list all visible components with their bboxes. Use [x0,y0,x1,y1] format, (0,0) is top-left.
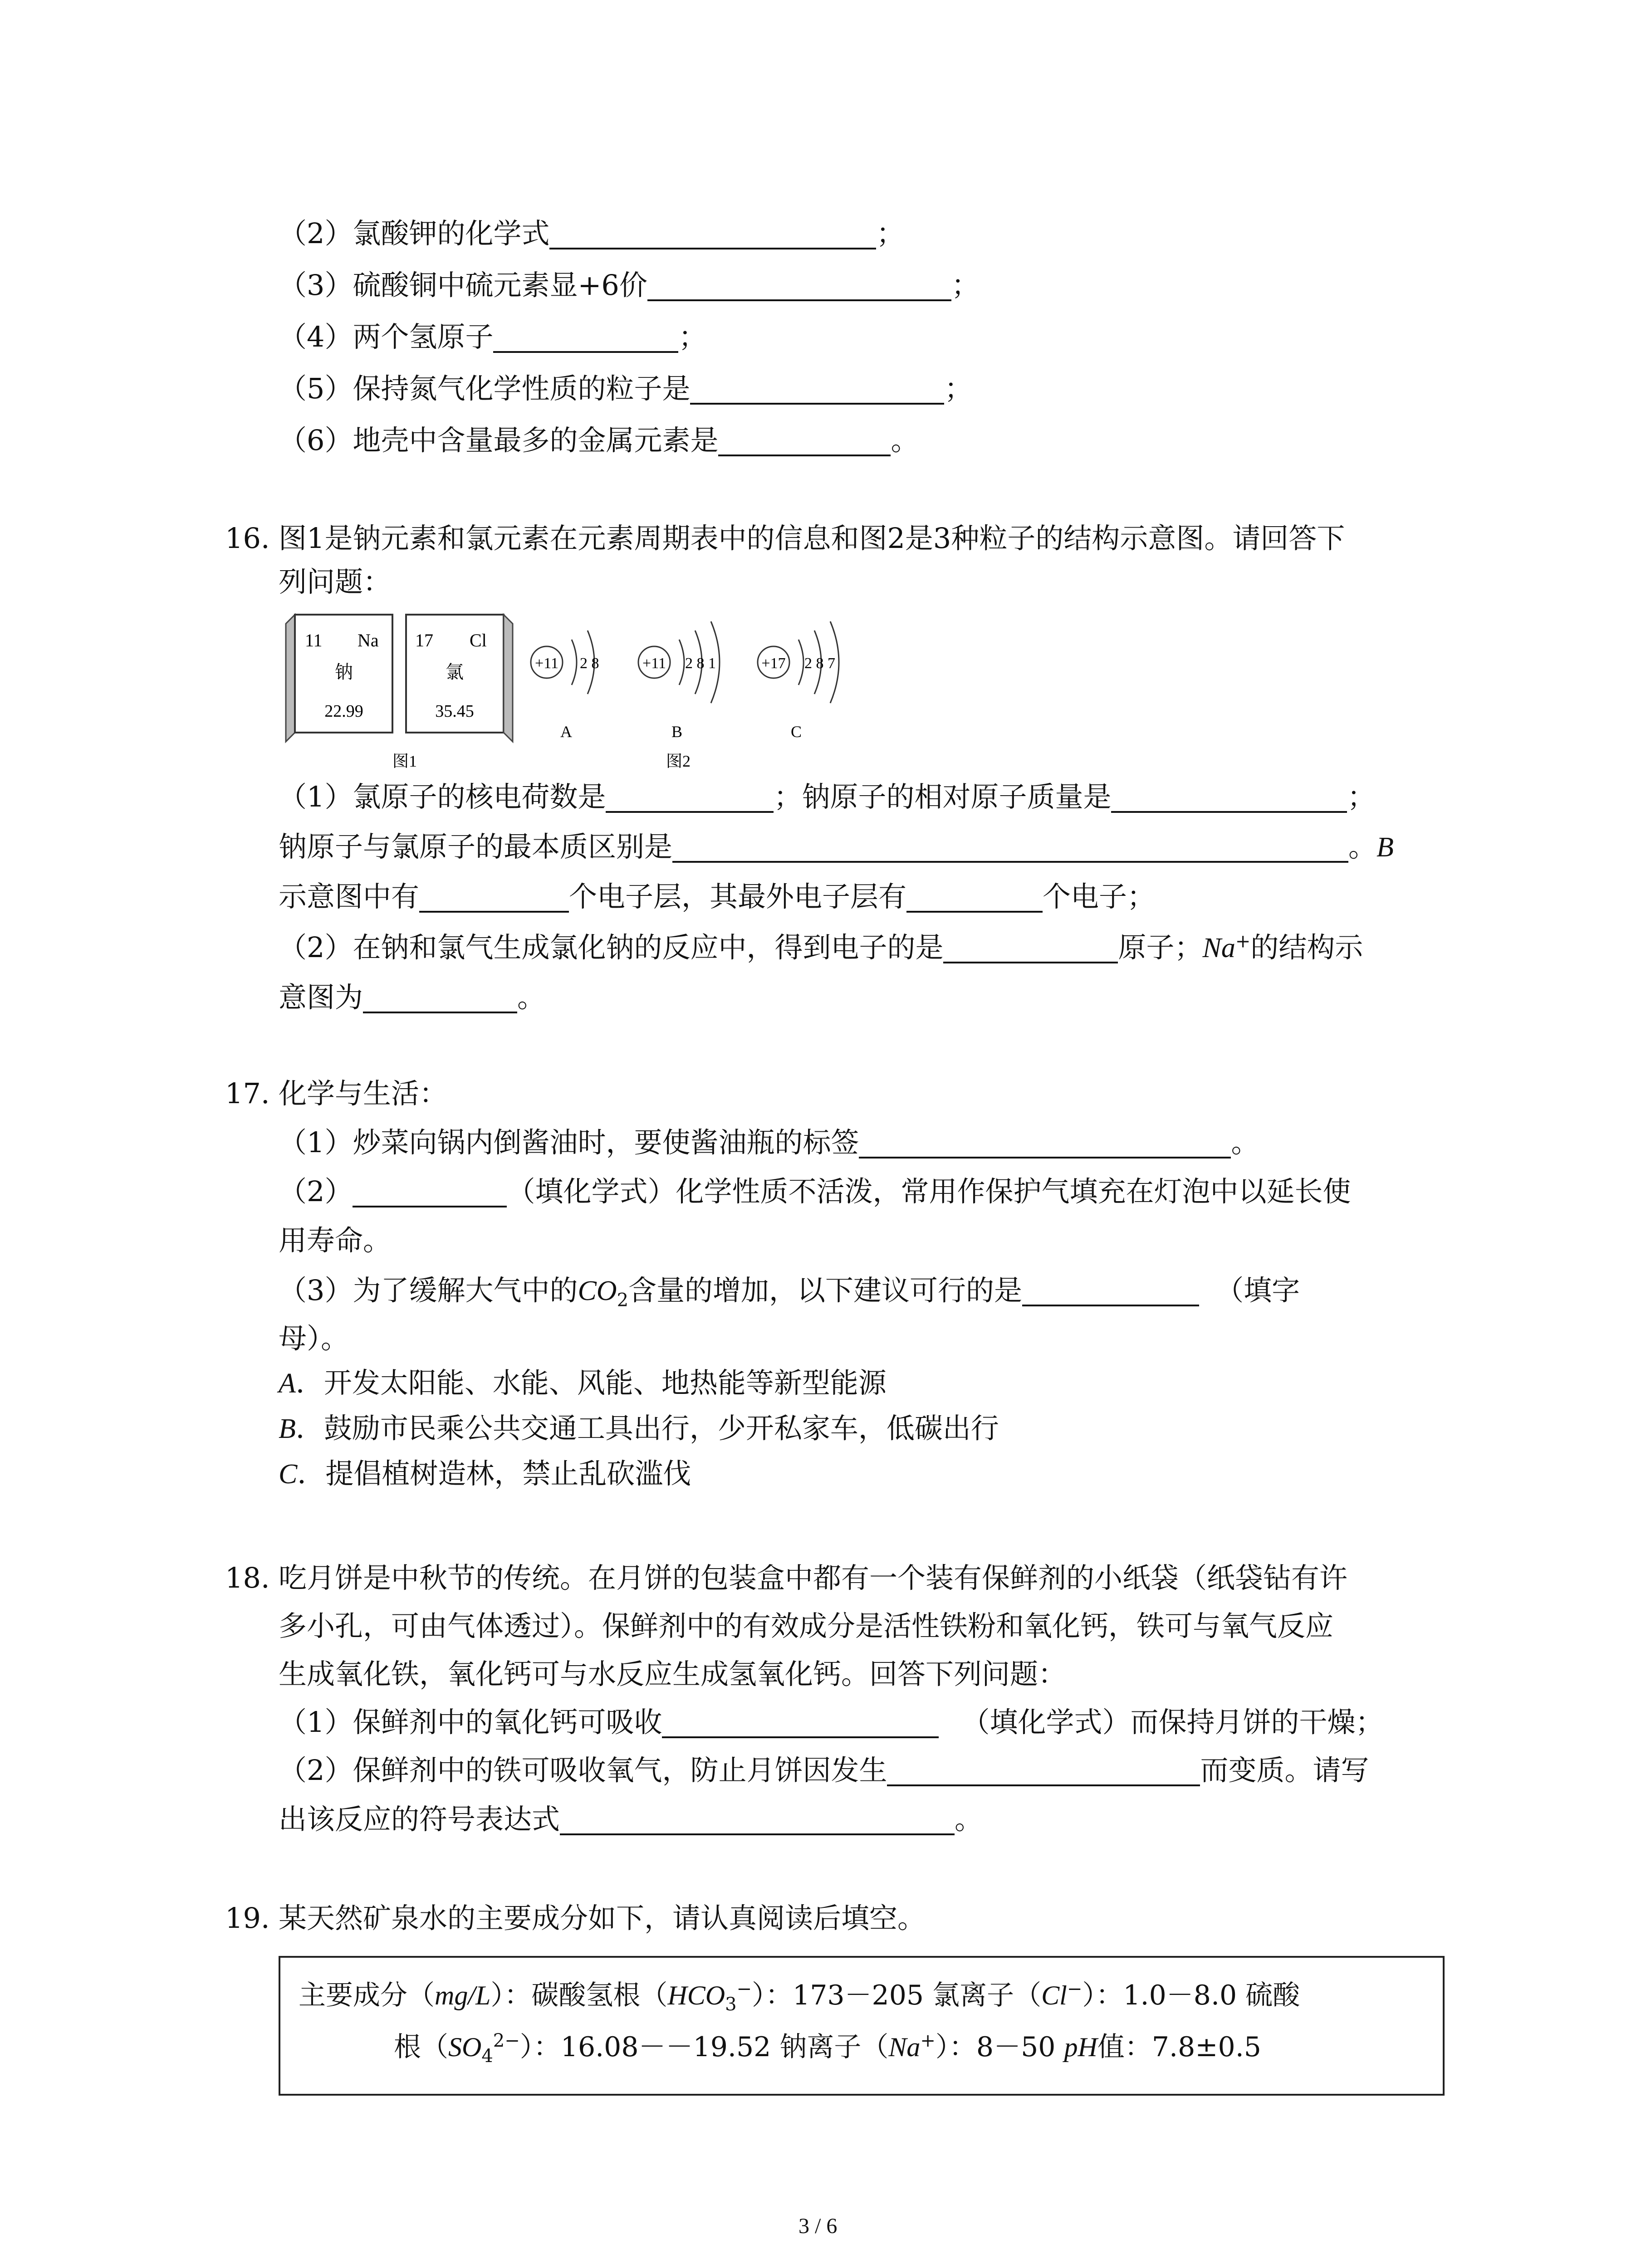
q17-part3-line2: 母）。 [279,1322,349,1355]
q15-blank-4[interactable] [493,323,678,353]
q18-blank-absorbs[interactable] [662,1708,939,1738]
q16-p1-text-g: 示意图中有 [279,880,420,913]
q17-option-c-text: ．提倡植树造林，禁止乱砍滥伐 [297,1457,691,1490]
q16-p2-text-b: 原子； [1118,931,1203,964]
q17-option-c-letter: C [279,1459,298,1490]
q16-blank-essential-difference[interactable] [672,833,1348,863]
q17-p1-text-a: （1）炒菜向锅内倒酱油时，要使酱油瓶的标签 [279,1126,859,1159]
atom-structure-b [638,621,720,741]
na-symbol: Na [358,630,379,650]
q17-blank-choice[interactable] [1022,1276,1199,1306]
q17-p3-text-a: （3）为了缓解大气中的 [279,1274,578,1307]
figure-1-label: 图1 [392,752,417,770]
q16-blank-outer-electrons[interactable] [906,883,1043,913]
question-number-18: 18. [225,1561,270,1594]
atom-a-nucleus: +11 [535,655,558,672]
question-number-19: 19. [225,1901,270,1935]
q16-blank-gains-electron[interactable] [943,934,1118,963]
comp-so4-charge: 2− [493,2030,520,2051]
q15-item-6 [279,420,919,461]
comp-hco3: HCO [667,1980,725,2010]
question-number-16: 16. [225,522,270,555]
q15-item-4-text: （4）两个氢原子 [279,320,494,353]
question-number-17: 17. [225,1077,270,1110]
atom-b-label: B [671,723,683,741]
q15-semi: ； [944,372,973,405]
q16-p2-text-d: + [1235,931,1251,952]
q15-semi: ； [876,217,905,250]
q15-blank-2[interactable] [549,220,876,249]
q17-part3-line1 [279,1270,1300,1311]
q17-option-b [279,1408,999,1449]
q17-option-b-text: ．鼓励市民乘公共交通工具出行，少开私家车，低碳出行 [295,1412,999,1445]
atom-b-shells: 2 8 1 [685,655,716,672]
composition-line-1 [299,1975,1300,2016]
comp-unit: mg/L [435,1980,491,2010]
mineral-water-composition-box [279,1956,1445,2096]
q16-p2-text-c: Na [1202,933,1235,963]
atom-structure-c [758,621,839,741]
q15-item-5 [279,368,972,409]
q16-part1-line3 [279,876,1155,917]
comp-na: Na [888,2032,921,2062]
q16-blank-nuclear-charge[interactable] [606,783,774,813]
q17-stem: 化学与生活： [279,1077,448,1110]
sodium-periodic-cell [286,615,392,742]
q18-p2-text-c: 出该反应的符号表达式 [279,1803,560,1836]
q16-p1-text-i: 个电子； [1043,880,1156,913]
q16-p2-text-g: 。 [517,981,546,1014]
comp-ph: pH [1064,2032,1097,2062]
q17-p2-text-a: （2） [279,1175,353,1208]
q17-p1-text-b: 。 [1231,1126,1259,1159]
comp-text-2h: ）：8－50 [935,2031,1064,2063]
q16-p2-text-e: 的结构示 [1250,931,1363,964]
q15-item-2 [279,213,904,254]
atom-a-shells: 2 8 [580,655,599,672]
q16-p2-text-f: 意图为 [279,981,363,1014]
cl-symbol: Cl [470,630,487,650]
q16-part1-line1 [279,777,1375,817]
q18-p2-text-a: （2）保鲜剂中的铁可吸收氧气，防止月饼因发生 [279,1754,887,1787]
q15-blank-3[interactable] [647,271,951,301]
q18-blank-equation[interactable] [560,1805,955,1835]
q18-blank-reaction-type[interactable] [887,1756,1200,1786]
q18-stem-line2: 多小孔，可由气体透过）。保鲜剂中的有效成分是活性铁粉和氧化钙，铁可与氧气反应 [279,1609,1334,1642]
q16-p1-text-e: 。 [1348,830,1377,863]
q16-p1-text-d: 钠原子与氯原子的最本质区别是 [279,830,673,863]
q17-p3-text-c: 2 [617,1290,629,1311]
q18-p1-text-a: （1）保鲜剂中的氧化钙可吸收 [279,1706,662,1739]
q17-blank-label[interactable] [859,1129,1231,1158]
q17-p3-text-b: CO [578,1276,617,1306]
q16-p1-text-h: 个电子层，其最外电子层有 [569,880,907,913]
q16-p1-text-f: B [1376,832,1394,863]
cl-mass: 35.45 [435,702,474,721]
comp-text-1j: ）：1.0－8.0 硫酸 [1082,1980,1300,2011]
comp-text-1c: ）：碳酸氢根（ [490,1980,668,2011]
q17-part2-line1 [279,1171,1351,1212]
comp-text-2e: ）：16.08－－19.52 钠离子（ [519,2031,889,2063]
q17-option-b-letter: B [279,1413,296,1444]
comp-so4-sub: 4 [481,2046,493,2067]
q18-part1 [279,1702,1383,1743]
q15-item-3-text: （3）硫酸铜中硫元素显+6价 [279,269,647,302]
q18-p2-text-d: 。 [955,1803,983,1836]
na-mass: 22.99 [324,702,363,721]
figure-2-label: 图2 [666,752,691,770]
q15-item-6-text: （6）地壳中含量最多的金属元素是 [279,424,719,457]
q17-part1 [279,1122,1259,1163]
comp-text-1a: 主要成分（ [299,1980,435,2011]
q16-figure [277,606,912,787]
q15-blank-6[interactable] [718,426,891,456]
atom-c-label: C [790,723,802,741]
q16-p1-text-a: （1）氯原子的核电荷数是 [279,780,606,813]
cl-name: 氯 [446,662,464,682]
comp-text-2a: 根（ [394,2031,448,2063]
q15-item-3 [279,265,980,306]
q15-semi: ； [678,320,707,353]
q16-stem-line2: 列问题： [279,565,392,598]
q15-blank-5[interactable] [690,375,944,405]
q16-p1-text-b: ；钠原子的相对原子质量是 [774,780,1112,813]
q15-item-2-text: （2）氯酸钾的化学式 [279,217,550,250]
atom-c-nucleus: +17 [761,655,786,672]
comp-so4: SO [448,2032,482,2062]
comp-text-1g: ）：173－205 氯离子（ [752,1980,1042,2011]
comp-hco3-sub: 3 [725,1994,737,2015]
q15-item-4 [279,317,706,357]
comp-cl: Cl [1041,1980,1067,2010]
q17-part2-line2: 用寿命。 [279,1224,392,1257]
comp-hco3-charge: − [736,1979,752,1999]
atom-a-label: A [560,723,572,741]
q18-part2-line1 [279,1750,1369,1791]
cl-atomic-number: 17 [415,630,433,650]
q17-blank-inert-gas[interactable] [353,1178,507,1207]
q17-p2-text-b: （填化学式）化学性质不活泼，常用作保护气填充在灯泡中以延长使 [507,1175,1351,1208]
composition-line-2 [394,2027,1261,2068]
q17-p3-text-d: 含量的增加，以下建议可行的是 [628,1274,1023,1307]
q16-p2-text-a: （2）在钠和氯气生成氯化钠的反应中，得到电子的是 [279,931,944,964]
q17-option-a [279,1363,887,1404]
q18-p1-text-b: （填化学式）而保持月饼的干燥； [961,1706,1384,1739]
q16-blank-electron-shells[interactable] [419,883,569,913]
atom-c-shells: 2 8 7 [804,655,835,672]
q18-stem-line3: 生成氧化铁，氧化钙可与水反应生成氢氧化钙。回答下列问题： [279,1657,1067,1691]
q16-stem-line1: 图1是钠元素和氯元素在元素周期表中的信息和图2是3种粒子的结构示意图。请回答下 [279,522,1345,555]
na-name: 钠 [335,662,353,682]
q16-part2-line1 [279,927,1363,968]
q16-blank-atomic-mass[interactable] [1111,783,1347,813]
q17-option-c [279,1453,691,1495]
comp-cl-charge: − [1067,1979,1083,1999]
q15-semi: ； [951,269,980,302]
q19-stem: 某天然矿泉水的主要成分如下，请认真阅读后填空。 [279,1901,926,1935]
q18-part2-line2 [279,1799,983,1840]
q15-item-5-text: （5）保持氮气化学性质的粒子是 [279,372,691,405]
q16-part2-line2 [279,977,545,1018]
page-number: 3 / 6 [798,2214,838,2238]
q18-stem-line1: 吃月饼是中秋节的传统。在月饼的包装盒中都有一个装有保鲜剂的小纸袋（纸袋钻有许 [279,1561,1348,1594]
comp-text-2j: 值：7.8±0.5 [1097,2031,1261,2063]
comp-na-charge: + [920,2030,936,2051]
q16-p1-text-c: ； [1347,780,1376,813]
atom-structure-a [531,631,599,741]
chlorine-periodic-cell [406,615,513,742]
q16-part1-line2 [279,826,1394,868]
q17-option-a-text: ．开发太阳能、水能、风能、地热能等新型能源 [295,1366,887,1399]
na-atomic-number: 11 [305,630,323,650]
q17-option-a-letter: A [279,1368,296,1399]
q15-period: 。 [891,424,919,457]
q16-blank-na-ion-structure[interactable] [363,983,517,1013]
q18-p2-text-b: 而变质。请写 [1200,1754,1369,1787]
atom-b-nucleus: +11 [642,655,666,672]
q17-p3-text-e: （填字 [1215,1274,1300,1307]
